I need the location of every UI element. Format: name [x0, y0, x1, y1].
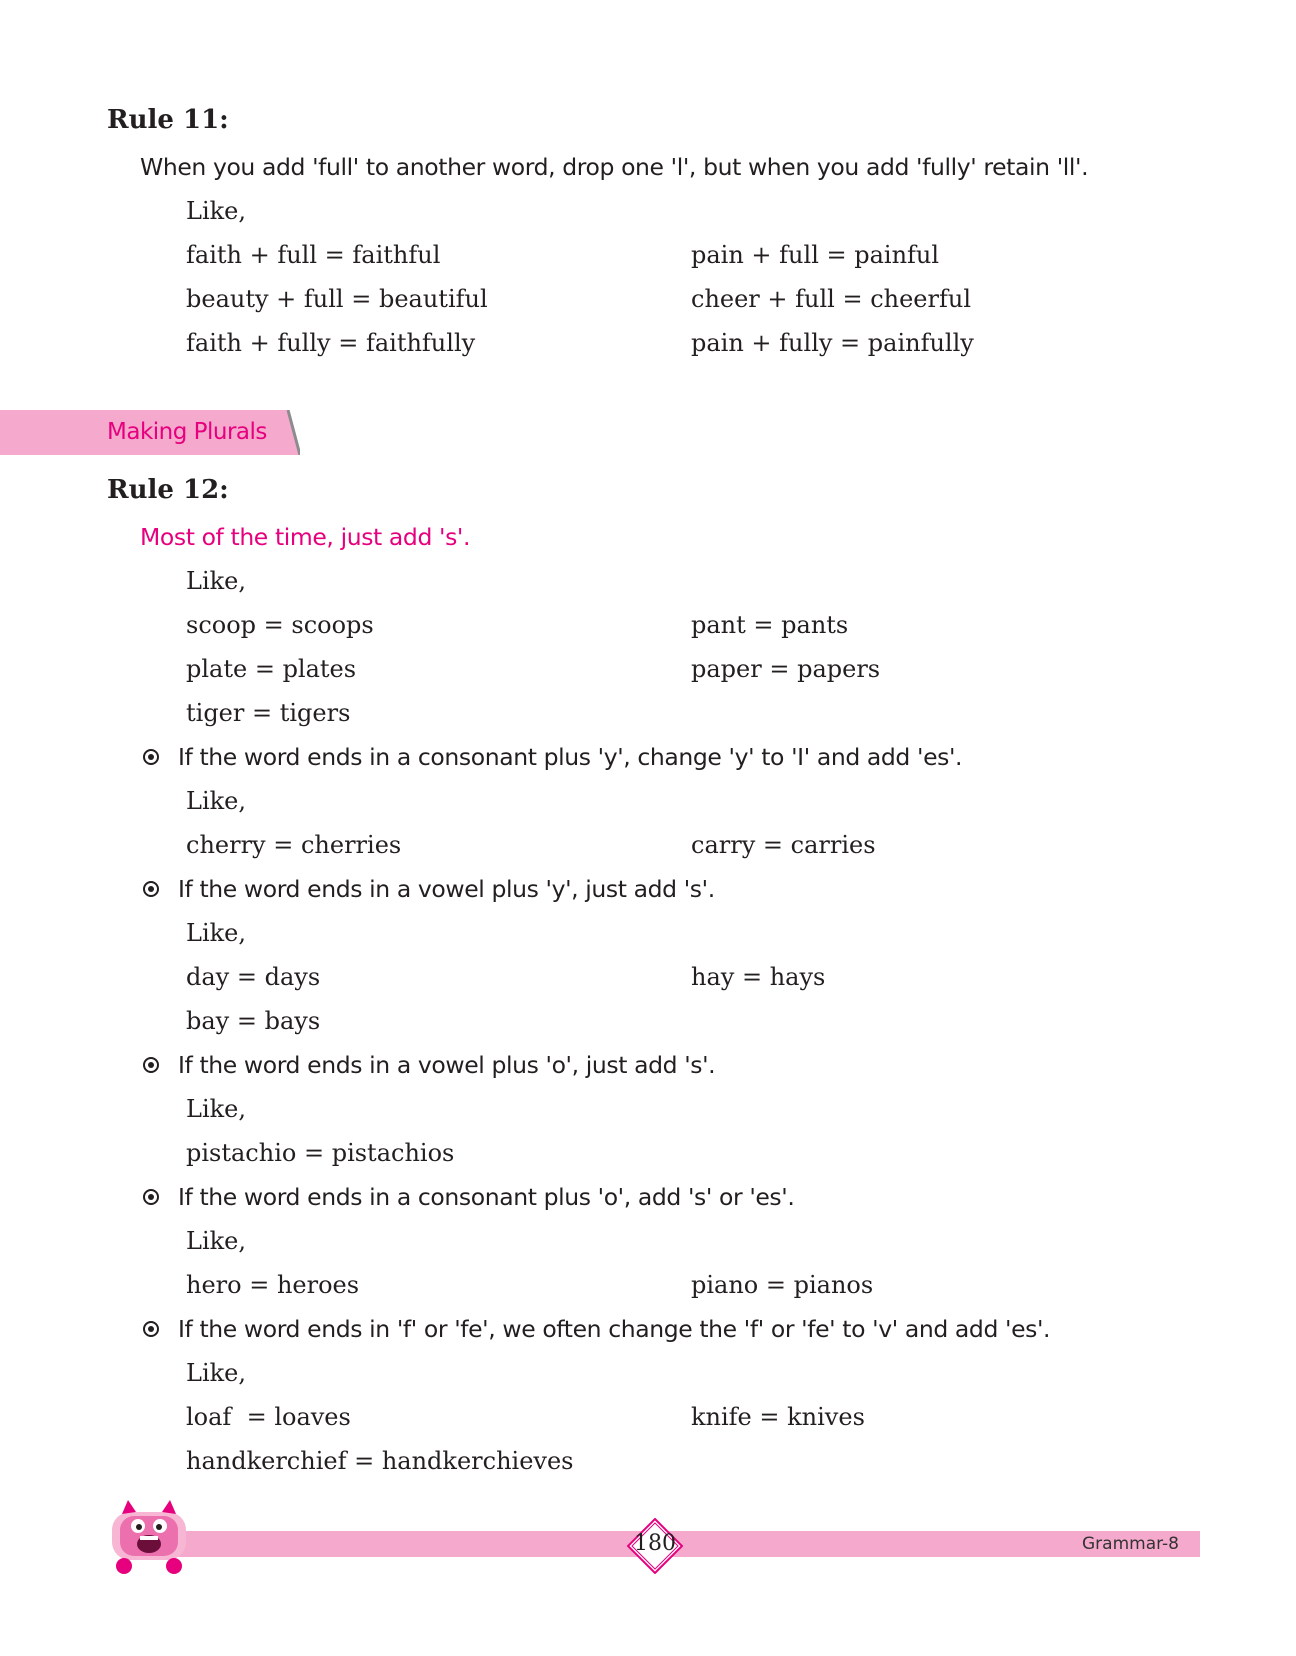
example-left: scoop = scoops — [186, 611, 374, 639]
bullet-icon — [143, 1321, 159, 1337]
bullet-like: Like, — [186, 1095, 246, 1123]
section-title: Making Plurals — [107, 419, 267, 445]
example-left: faith + fully = faithfully — [186, 329, 476, 357]
example-left: hero = heroes — [186, 1271, 360, 1299]
rule-11-heading: Rule 11: — [107, 105, 229, 135]
bullet-icon — [143, 1189, 159, 1205]
example-left: pistachio = pistachios — [186, 1139, 455, 1167]
example-right: pain + fully = painfully — [691, 329, 974, 357]
bullet-icon — [143, 881, 159, 897]
rule-12-like: Like, — [186, 567, 246, 595]
rule-12-text: Most of the time, just add 's'. — [140, 523, 471, 551]
bullet-like: Like, — [186, 919, 246, 947]
example-left: handkerchief = handkerchieves — [186, 1447, 574, 1475]
example-right: piano = pianos — [691, 1271, 874, 1299]
bullet-text: If the word ends in a vowel plus 'o', just add 's'. — [178, 1051, 716, 1079]
bullet-item — [143, 1051, 715, 1079]
example-left: loaf = loaves — [186, 1403, 351, 1431]
footer-band — [175, 1531, 1200, 1557]
example-right: carry = carries — [691, 831, 876, 859]
example-right: pant = pants — [691, 611, 849, 639]
rule-11-text: When you add 'full' to another word, drop one 'l', but when you add 'fully' retain 'll'. — [140, 153, 1089, 181]
book-title: Grammar-8 — [1082, 1534, 1179, 1554]
example-right: paper = papers — [691, 655, 881, 683]
rule-12-heading: Rule 12: — [107, 475, 229, 505]
bullet-icon — [143, 749, 159, 765]
bullet-text: If the word ends in a consonant plus 'o', add 's' or 'es'. — [178, 1183, 795, 1211]
example-left: tiger = tigers — [186, 699, 351, 727]
bullet-item — [143, 743, 962, 771]
example-left: beauty + full = beautiful — [186, 285, 488, 313]
mascot-icon — [104, 1496, 194, 1576]
example-left: plate = plates — [186, 655, 357, 683]
bullet-text: If the word ends in 'f' or 'fe', we often change the 'f' or 'fe' to 'v' and add 'es'. — [178, 1315, 1051, 1343]
example-right: pain + full = painful — [691, 241, 940, 269]
bullet-like: Like, — [186, 787, 246, 815]
bullet-text: If the word ends in a consonant plus 'y', change 'y' to 'I' and add 'es'. — [178, 743, 963, 771]
example-left: day = days — [186, 963, 321, 991]
example-right: hay = hays — [691, 963, 826, 991]
bullet-item — [143, 875, 715, 903]
example-left: cherry = cherries — [186, 831, 402, 859]
example-left: faith + full = faithful — [186, 241, 441, 269]
bullet-item — [143, 1183, 794, 1211]
bullet-item — [143, 1315, 1050, 1343]
example-right: cheer + full = cheerful — [691, 285, 971, 313]
page-number: 180 — [634, 1531, 676, 1556]
rule-11-like: Like, — [186, 197, 246, 225]
bullet-icon — [143, 1057, 159, 1073]
example-left: bay = bays — [186, 1007, 321, 1035]
bullet-like: Like, — [186, 1227, 246, 1255]
bullet-text: If the word ends in a vowel plus 'y', just add 's'. — [178, 875, 715, 903]
bullet-like: Like, — [186, 1359, 246, 1387]
example-right: knife = knives — [691, 1403, 865, 1431]
